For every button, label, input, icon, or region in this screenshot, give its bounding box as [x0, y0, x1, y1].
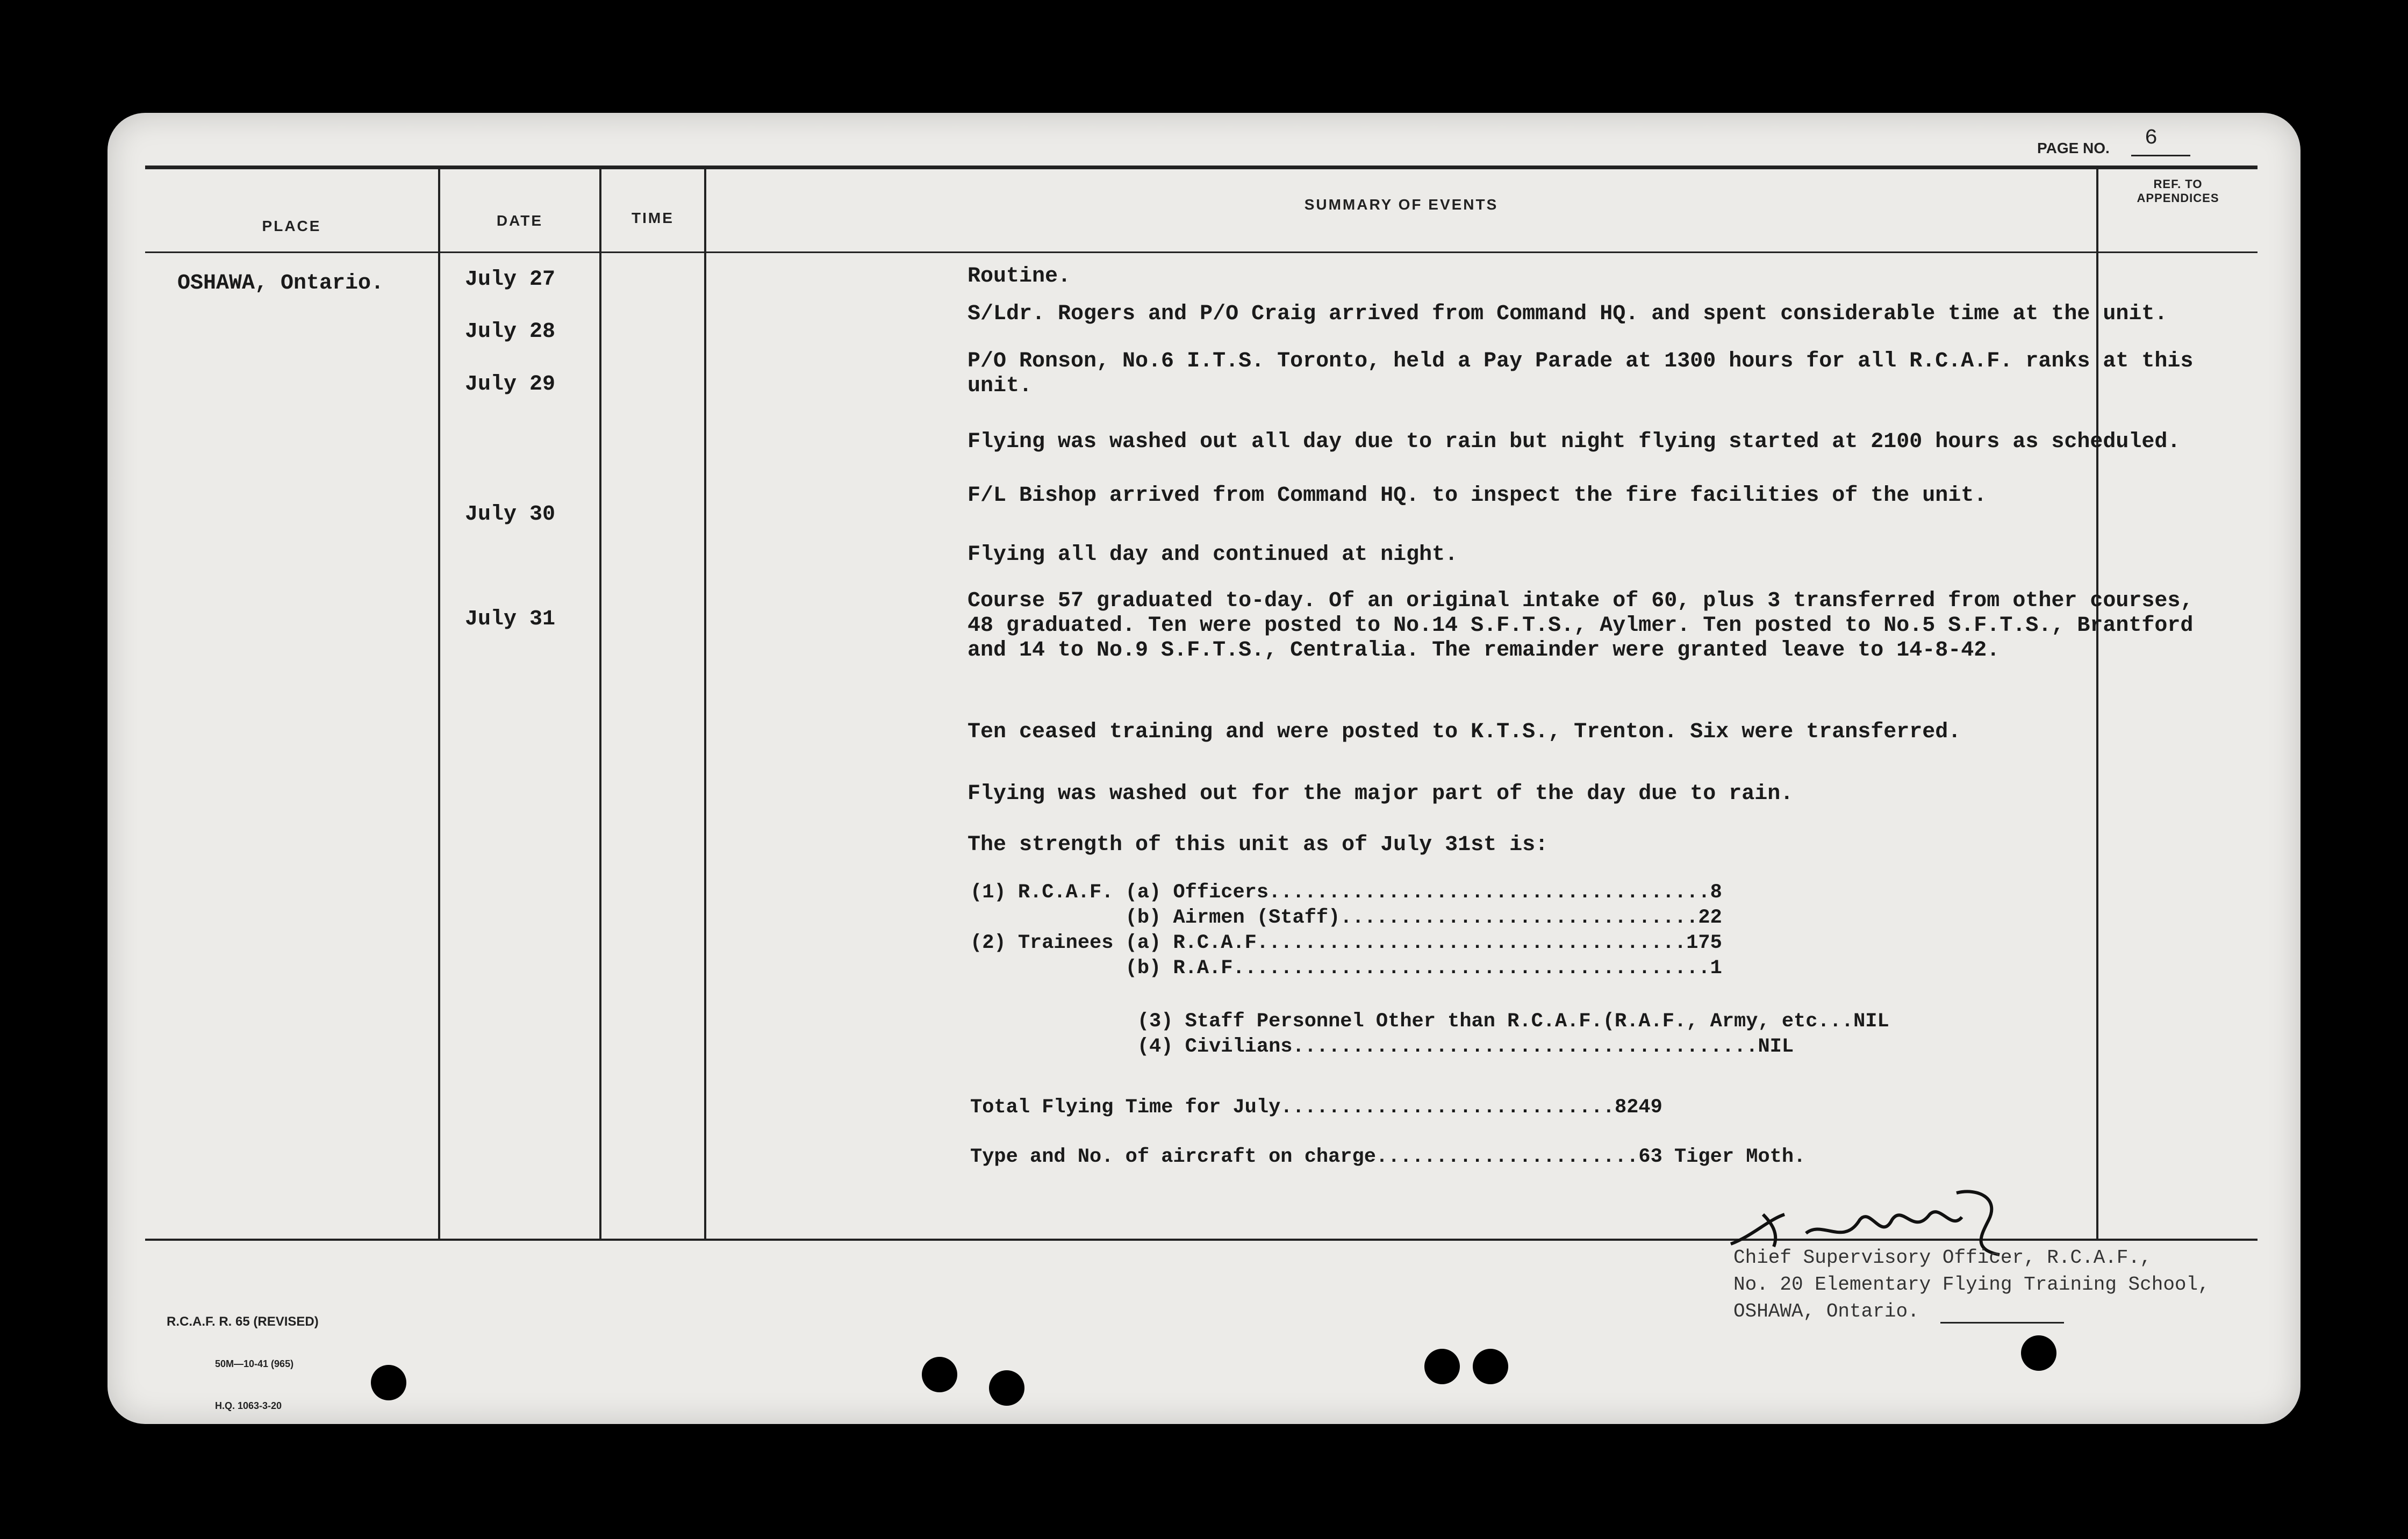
column-divider-time — [704, 166, 706, 1239]
strength-line: (4) Civilians.......................................NIL — [970, 1035, 1794, 1058]
column-divider-date — [599, 166, 601, 1239]
event-entry: Flying all day and continued at night. — [968, 543, 1458, 567]
event-entry: S/Ldr. Rogers and P/O Craig arrived from Command HQ. and spent considerable time at the unit. — [968, 302, 2168, 326]
place-cell: OSHAWA, Ontario. — [177, 271, 384, 296]
punch-hole — [922, 1357, 957, 1392]
header-rule — [145, 251, 2258, 253]
form-identifier-line1: R.C.A.F. R. 65 (REVISED) — [167, 1314, 319, 1329]
column-header-ref-line2: APPENDICES — [2137, 191, 2219, 205]
date-cell: July 30 — [465, 502, 556, 527]
form-identifier-line2: 50M—10-41 (965) — [215, 1358, 294, 1369]
signature-title: Chief Supervisory Officer, R.C.A.F., — [1733, 1247, 2152, 1269]
page-number-label: PAGE NO. — [2037, 140, 2110, 156]
event-entry: The strength of this unit as of July 31st is: — [968, 833, 1549, 857]
total-flying-time: Total Flying Time for July............................8249 — [970, 1096, 1662, 1119]
punch-hole — [1424, 1349, 1460, 1384]
column-header-ref — [2098, 177, 2258, 205]
signature-unit: No. 20 Elementary Flying Training School, — [1733, 1274, 2210, 1296]
punch-hole — [1473, 1349, 1508, 1384]
column-header-ref-line1: REF. TO — [2153, 177, 2203, 191]
strength-line: (b) Airmen (Staff)..............................22 — [970, 907, 1722, 929]
strength-line: (3) Staff Personnel Other than R.C.A.F.(R.A.F., Army, etc...NIL — [970, 1010, 1889, 1033]
event-entry: P/O Ronson, No.6 I.T.S. Toronto, held a Pay Parade at 1300 hours for all R.C.A.F. ranks at this unit. — [968, 349, 2194, 398]
event-entry: Ten ceased training and were posted to K.T.S., Trenton. Six were transferred. — [968, 720, 1961, 744]
diary-form-card — [108, 113, 2300, 1424]
column-divider-place — [438, 166, 440, 1239]
event-entry: Routine. — [968, 264, 1071, 289]
column-header-time: TIME — [632, 210, 674, 226]
event-entry: Flying was washed out all day due to rain but night flying started at 2100 hours as scheduled. — [968, 430, 2181, 454]
punch-hole — [989, 1370, 1024, 1406]
event-entry: Flying was washed out for the major part of the day due to rain. — [968, 782, 1794, 806]
top-rule — [145, 166, 2258, 169]
strength-line: (2) Trainees (a) R.C.A.F....................................175 — [970, 932, 1722, 954]
punch-hole — [2021, 1335, 2056, 1371]
signature-underline — [1940, 1322, 2064, 1324]
event-entry: F/L Bishop arrived from Command HQ. to inspect the fire facilities of the unit. — [968, 484, 1987, 508]
form-identifier — [167, 1287, 319, 1441]
column-header-date: DATE — [496, 212, 543, 229]
date-cell: July 31 — [465, 607, 556, 631]
column-header-summary: SUMMARY OF EVENTS — [1304, 196, 1499, 213]
event-entry: Course 57 graduated to-day. Of an original intake of 60, plus 3 transferred from other courses, 48 graduated. Ten were posted to No.14 S.F.T.S., Aylmer. Ten posted to No.5 S.F.T.S., Brantford and 14 to No.9 S.F.T.S., Centralia. The remainder were granted leave to 14-8-42. — [968, 589, 2194, 663]
date-cell: July 28 — [465, 320, 556, 344]
strength-line: (1) R.C.A.F. (a) Officers.....................................8 — [970, 881, 1722, 904]
page-number-value: 6 — [2145, 126, 2158, 150]
date-cell: July 29 — [465, 372, 556, 397]
punch-hole — [371, 1365, 406, 1400]
signature-location: OSHAWA, Ontario. — [1733, 1300, 1919, 1322]
aircraft-on-charge: Type and No. of aircraft on charge......................63 Tiger Moth. — [970, 1146, 1806, 1168]
signature-scrawl — [1720, 1182, 2021, 1257]
strength-line: (b) R.A.F........................................1 — [970, 957, 1722, 980]
date-cell: July 27 — [465, 268, 556, 292]
form-identifier-line3: H.Q. 1063-3-20 — [215, 1400, 282, 1411]
page-number-underline — [2131, 155, 2190, 156]
column-header-place: PLACE — [262, 218, 321, 234]
